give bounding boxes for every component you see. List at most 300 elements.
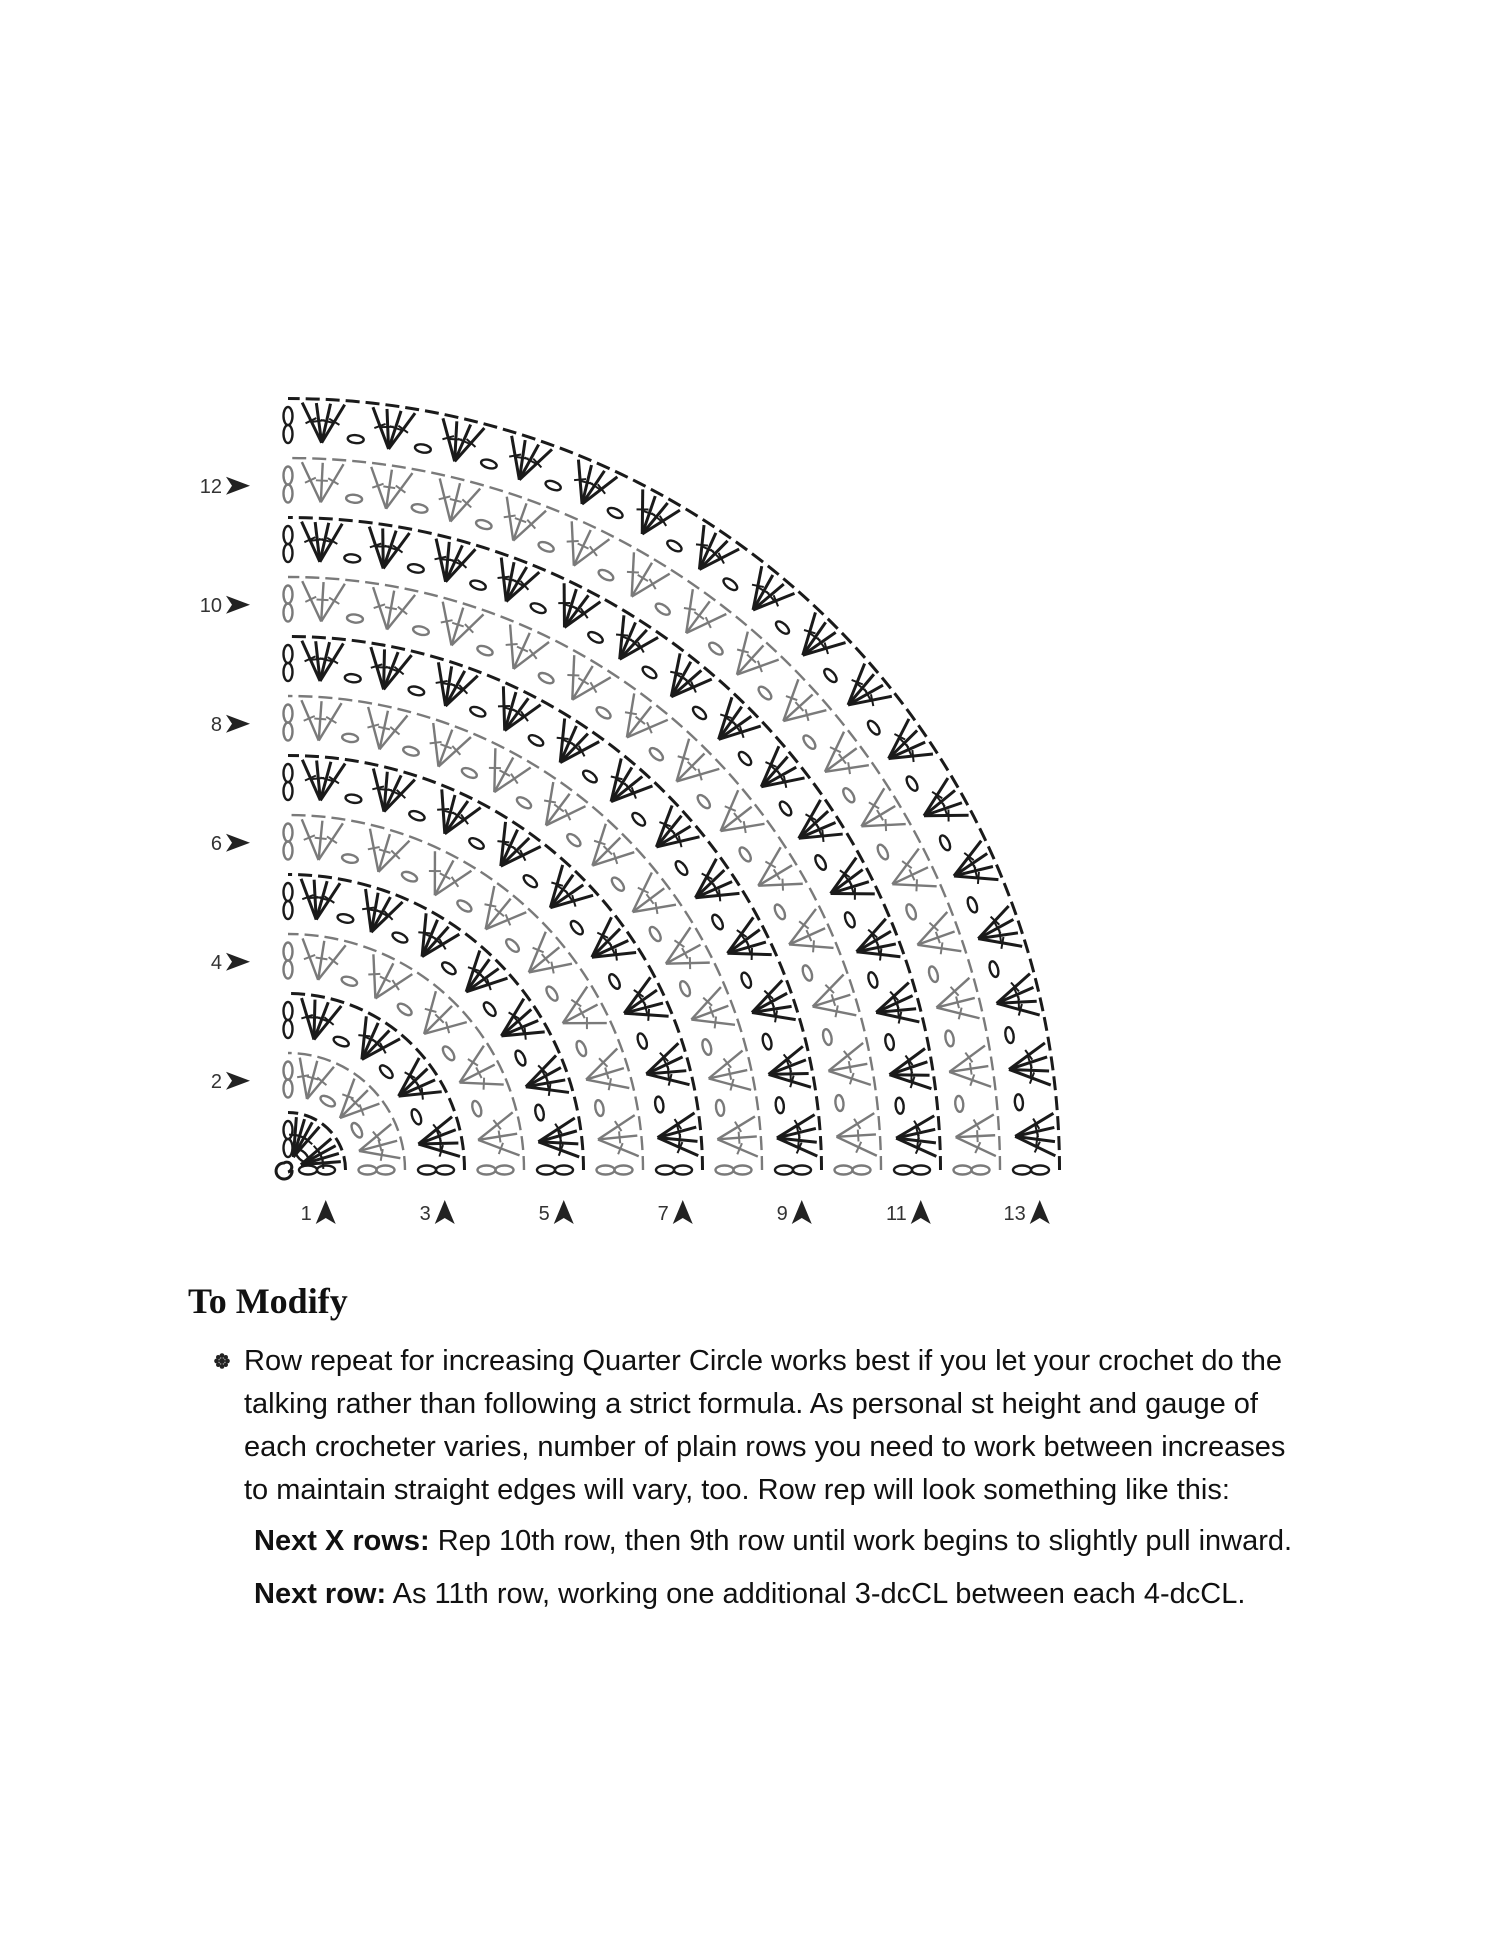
stitch-bar	[674, 940, 684, 947]
arrowhead-icon	[316, 1200, 336, 1224]
dc-stitch	[384, 649, 385, 689]
stitch-bar	[858, 1130, 859, 1142]
stitch-bar	[625, 712, 637, 714]
row-label-12	[200, 476, 250, 498]
stitch-bar	[885, 819, 886, 831]
arrowhead-icon	[1030, 1200, 1050, 1224]
step-label: Next X rows:	[254, 1525, 430, 1557]
stitch-bar	[871, 694, 873, 706]
col-label-3	[420, 1200, 455, 1225]
dc-stitch	[418, 1117, 452, 1144]
chain-stitch	[835, 1095, 845, 1112]
stitch-bar	[443, 683, 455, 685]
chain-stitch	[346, 494, 363, 504]
chain-stitch	[853, 1166, 871, 1175]
chain-stitch	[529, 601, 547, 615]
chain-stitch	[774, 619, 791, 636]
chain-stitch	[284, 782, 293, 800]
arrowhead-icon	[226, 596, 250, 614]
arrowhead-icon	[554, 1200, 574, 1224]
chain-stitch	[756, 685, 773, 702]
stitch-bar	[1001, 937, 1003, 949]
row-number: 10	[200, 594, 222, 617]
chain-stitch	[480, 458, 498, 470]
chain-stitch	[414, 443, 431, 454]
stitch-bar	[737, 650, 749, 653]
row-number: 4	[210, 951, 222, 974]
dc-stitch	[373, 954, 375, 998]
stitch-bar	[511, 774, 518, 784]
dc-stitch	[1009, 1043, 1045, 1069]
chain-stitch	[739, 971, 753, 989]
chain-stitch	[284, 723, 293, 741]
dc-stitch	[769, 1046, 803, 1074]
chain-stitch	[841, 786, 857, 804]
row-number: 12	[200, 475, 222, 498]
stitch-bar	[813, 940, 814, 952]
chain-stitch	[317, 1166, 335, 1175]
dc-stitch	[936, 1008, 979, 1019]
chain-stitch	[866, 719, 882, 737]
chain-stitch	[607, 973, 622, 991]
dc-stitch	[538, 1142, 578, 1144]
chain-stitch	[904, 775, 919, 793]
col-label-7	[658, 1200, 693, 1225]
dc-stitch	[494, 748, 495, 792]
stitch-bar	[368, 974, 380, 975]
dc-stitch	[538, 1118, 574, 1142]
chain-stitch	[610, 875, 627, 892]
chain-stitch	[927, 965, 939, 983]
chain-stitch	[319, 1094, 337, 1109]
stitch-bar	[517, 457, 529, 459]
chain-stitch	[476, 644, 494, 657]
stitch-bar	[327, 837, 337, 844]
chain-stitch	[988, 960, 1000, 978]
chain-stitch	[284, 467, 293, 485]
stitch-bar	[912, 750, 913, 762]
dc-stitch	[359, 1151, 400, 1158]
magic-ring-icon	[276, 1162, 292, 1179]
dc-stitch	[321, 584, 345, 622]
chain-stitch	[408, 685, 426, 697]
chain-stitch	[284, 961, 293, 979]
stitch-bar	[383, 486, 395, 488]
chain-stitch	[775, 1166, 793, 1175]
chain-stitch	[456, 898, 474, 914]
dc-stitch	[314, 1006, 341, 1040]
chain-stitch	[418, 1166, 436, 1175]
stitch-bar	[739, 1132, 740, 1144]
bullet-item	[214, 1340, 1348, 1512]
chain-stitch	[469, 579, 487, 592]
chain-stitch	[534, 1104, 545, 1121]
chain-stitch	[695, 793, 712, 810]
chain-stitch	[555, 1166, 573, 1175]
col-label-9	[777, 1200, 812, 1225]
stitch-bar	[309, 897, 321, 898]
chain-stitch	[284, 604, 293, 622]
chain-stitch	[284, 1020, 293, 1038]
stitch-bar	[368, 847, 380, 849]
dc-stitch	[316, 883, 340, 919]
dc-stitch	[758, 884, 803, 886]
stitch-bar	[509, 455, 521, 457]
dc-stitch	[503, 686, 504, 730]
chain-stitch	[793, 1166, 811, 1175]
chain-stitch	[299, 1166, 317, 1175]
stitch-bar	[378, 727, 390, 730]
step-label: Next row:	[254, 1578, 387, 1610]
dc-stitch	[443, 602, 452, 646]
dc-stitch	[321, 582, 323, 621]
arrowhead-icon	[911, 1200, 931, 1224]
stitch-bar	[316, 957, 328, 959]
chain-stitch	[1014, 1094, 1023, 1111]
chain-stitch	[775, 1097, 785, 1114]
chain-stitch	[594, 1099, 605, 1116]
stitch-bar	[956, 996, 959, 1008]
stitch-bar	[590, 546, 597, 556]
dc-stitch	[460, 1083, 504, 1085]
chain-stitch	[544, 479, 562, 492]
chain-stitch	[654, 1096, 665, 1113]
stitch-bar	[567, 541, 579, 542]
chart-rounds	[276, 399, 1059, 1179]
stitch-bar	[506, 644, 518, 645]
chain-stitch	[565, 832, 582, 849]
step-next-x-rows	[254, 1520, 1294, 1563]
chain-stitch	[344, 673, 361, 683]
chain-stitch	[345, 793, 362, 804]
stitch-bar	[615, 1121, 622, 1131]
stitch-bar	[452, 877, 459, 887]
chain-stitch	[407, 563, 424, 574]
chain-stitch	[460, 766, 478, 780]
chain-stitch	[340, 975, 358, 988]
stitch-bar	[916, 879, 917, 891]
chain-stitch	[843, 911, 857, 929]
stitch-bar	[880, 949, 881, 961]
chain-stitch	[408, 809, 426, 822]
chain-stitch	[737, 750, 754, 767]
chain-stitch	[522, 873, 539, 889]
stitch-bar	[729, 1068, 732, 1080]
row-label-8	[211, 714, 250, 736]
stitch-bar	[744, 821, 746, 833]
stitch-bar	[418, 932, 430, 933]
dc-stitch	[709, 1078, 751, 1089]
stitch-bar	[715, 1016, 716, 1028]
dc-stitch	[442, 789, 445, 833]
step-next-row	[254, 1573, 1294, 1616]
dc-stitch	[383, 533, 409, 569]
row-number: 2	[210, 1070, 222, 1093]
chain-stitch	[615, 1166, 633, 1175]
chain-stitch	[648, 746, 665, 763]
chain-stitch	[284, 1080, 293, 1098]
crochet-chart	[200, 160, 1330, 1240]
chain-stitch	[801, 733, 817, 750]
chain-stitch	[904, 903, 918, 921]
stitch-bar	[684, 608, 696, 610]
round-13	[284, 399, 1060, 1175]
chain-stitch	[597, 568, 615, 583]
dc-stitch	[632, 552, 634, 596]
row-label-4	[211, 952, 250, 974]
modify-section	[188, 1280, 1348, 1616]
section-heading: To Modify	[188, 1281, 348, 1321]
chain-stitch	[284, 526, 293, 544]
row-label-6	[211, 833, 250, 855]
chain-stitch	[344, 554, 361, 564]
dc-stitch	[727, 953, 771, 954]
chain-stitch	[391, 930, 409, 944]
chain-stitch	[876, 843, 891, 861]
chain-stitch	[401, 870, 419, 884]
chain-stitch	[378, 1063, 395, 1080]
stitch-bar	[970, 1063, 972, 1075]
chain-stitch	[884, 1033, 895, 1050]
dc-stitch	[399, 1069, 428, 1097]
col-label-1	[301, 1200, 336, 1225]
chain-stitch	[537, 1166, 555, 1175]
dc-stitch	[300, 1058, 307, 1099]
dc-stitch	[876, 983, 909, 1013]
dc-stitch	[624, 1013, 668, 1016]
stitch-bar	[965, 1053, 972, 1063]
chain-stitch	[595, 705, 613, 721]
stitch-bar	[362, 908, 374, 910]
chain-stitch	[284, 663, 293, 681]
chain-stitch	[411, 503, 428, 514]
chain-stitch	[469, 705, 487, 719]
chain-stitch	[597, 1166, 615, 1175]
stitch-bar	[439, 496, 451, 499]
chain-stitch	[471, 1100, 484, 1118]
chain-arc	[288, 458, 1000, 1170]
row-number: 13	[1003, 1203, 1026, 1225]
col-label-5	[539, 1200, 574, 1225]
chain-stitch	[954, 1096, 964, 1113]
chain-stitch	[284, 883, 293, 901]
row-number: 6	[210, 832, 222, 855]
stitch-bar	[719, 889, 720, 901]
dc-stitch	[836, 1113, 874, 1137]
stitch-bar	[311, 539, 323, 540]
chain-stitch	[822, 667, 839, 684]
chain-stitch	[581, 768, 599, 784]
chain-stitch	[778, 800, 794, 818]
dc-stitch	[572, 655, 574, 700]
chain-stitch	[894, 1166, 912, 1175]
dc-stitch	[1009, 1069, 1049, 1071]
chain-stitch	[813, 854, 828, 872]
chain-stitch	[944, 1030, 955, 1047]
stitch-bar	[385, 607, 397, 609]
chain-stitch	[284, 485, 293, 503]
chain-stitch	[284, 645, 293, 663]
stitch-bar	[977, 1130, 978, 1142]
chain-stitch	[475, 518, 493, 530]
stitch-bar	[422, 1088, 423, 1100]
dc-stitch	[956, 1114, 994, 1137]
dc-stitch	[572, 521, 574, 565]
dc-stitch	[691, 1020, 735, 1025]
stitch-bar	[396, 486, 406, 493]
stitch-bar	[752, 585, 764, 587]
chain-stitch	[284, 1121, 293, 1139]
stitch-bar	[839, 754, 846, 764]
stitch-bar	[696, 544, 708, 545]
chain-stitch	[641, 665, 659, 681]
dc-stitch	[997, 974, 1030, 1004]
chain-stitch	[1031, 1166, 1049, 1175]
dc-stitch	[368, 707, 379, 749]
dc-stitch	[890, 1075, 930, 1076]
chain-stitch	[537, 671, 555, 686]
stitch-bar	[571, 1000, 581, 1007]
dc-stitch	[861, 824, 905, 826]
stitch-bar	[616, 949, 617, 961]
stitch-bar	[574, 479, 586, 480]
dc-stitch	[813, 1007, 857, 1016]
chain-stitch	[691, 705, 708, 722]
stitch-bar	[437, 809, 449, 810]
chain-stitch	[284, 901, 293, 919]
stitch-bar	[679, 836, 682, 848]
stitch-bar	[497, 841, 509, 842]
arrowhead-icon	[226, 1072, 250, 1090]
chain-stitch	[654, 601, 672, 617]
stitch-bar	[616, 634, 628, 635]
chain-stitch	[678, 980, 692, 998]
arrowhead-icon	[673, 1200, 693, 1224]
stitch-bar	[505, 579, 517, 581]
stitch-bar	[369, 909, 381, 911]
stitch-bar	[436, 681, 448, 683]
stitch-bar	[902, 861, 912, 868]
chain-stitch	[284, 705, 293, 723]
stitch-bar	[848, 762, 850, 774]
dc-stitch	[666, 963, 710, 964]
chain-stitch	[537, 540, 555, 554]
row-label-10	[200, 595, 250, 617]
chain-stitch	[972, 1166, 990, 1175]
stitch-bar	[619, 1131, 620, 1143]
chain-stitch	[674, 1166, 692, 1175]
dc-stitch	[507, 497, 513, 541]
stitch-bar	[316, 480, 328, 481]
chain-stitch	[347, 434, 364, 443]
dc-stitch	[321, 464, 344, 502]
step-text: Rep 10th row, then 9th row until work begins to slightly pull inward.	[429, 1525, 1293, 1557]
chain-stitch	[468, 836, 486, 851]
stitch-bar	[655, 902, 657, 914]
chain-stitch	[377, 1166, 395, 1175]
stitch-bar	[941, 942, 943, 954]
arrowhead-icon	[226, 953, 250, 971]
chain-stitch	[606, 506, 624, 520]
modify-paragraph: Row repeat for increasing Quarter Circle works best if you let your crochet do the talking rather than following a strict formula. As personal st height and gauge of each crocheter varies, number of plain rows you need to work between increases to maintain straight edges will vary, too. Row rep will look something like this:	[244, 1345, 1286, 1506]
chain-stitch	[938, 834, 952, 852]
chain-stitch	[513, 1049, 527, 1067]
stitch-bar	[557, 738, 569, 739]
chain-stitch	[575, 1040, 589, 1058]
chain-stitch	[867, 971, 880, 989]
step-text: As 11th row, working one additional 3-dcCL between each 4-dcCL.	[386, 1578, 1246, 1610]
chain-stitch	[342, 733, 359, 743]
chain-stitch	[773, 903, 788, 921]
chain-stitch	[801, 964, 814, 982]
stitch-bar	[392, 980, 399, 990]
stitch-bar	[525, 1028, 526, 1040]
chain-stitch	[587, 630, 605, 645]
chain-stitch	[349, 1121, 364, 1139]
stitch-bar	[784, 776, 786, 788]
stitch-bar	[959, 1008, 962, 1020]
stitch-bar	[498, 577, 510, 578]
arrowhead-icon	[226, 834, 250, 852]
chain-stitch	[284, 1139, 293, 1157]
row-label-2	[211, 1071, 250, 1093]
chain-stitch	[895, 1097, 905, 1114]
chain-stitch	[966, 896, 979, 914]
dc-stitch	[892, 884, 936, 886]
stitch-bar	[978, 872, 979, 884]
row-number: 7	[657, 1203, 669, 1225]
chain-stitch	[835, 1166, 853, 1175]
stitch-bar	[551, 962, 553, 974]
stitch-bar	[442, 559, 454, 560]
dc-stitch	[646, 1043, 678, 1074]
chain-stitch	[734, 1166, 752, 1175]
chain-stitch	[722, 576, 740, 592]
dc-stitch	[433, 723, 438, 767]
stitch-bar	[806, 709, 809, 721]
stitch-bar	[314, 718, 326, 719]
chain-stitch	[441, 1045, 457, 1063]
stitch-bar	[312, 658, 324, 659]
chain-stitch	[347, 614, 364, 624]
chain-stitch	[630, 811, 647, 828]
chain-stitch	[656, 1166, 674, 1175]
chain-stitch	[1004, 1027, 1015, 1044]
stitch-bar	[315, 838, 327, 839]
chain-stitch	[359, 1166, 377, 1175]
row-number: 1	[300, 1203, 312, 1225]
stitch-bar	[499, 1131, 501, 1143]
chain-stitch	[515, 795, 533, 810]
arrowhead-icon	[226, 715, 250, 733]
chain-stitch	[284, 824, 293, 842]
arrowhead-icon	[226, 477, 250, 495]
chart-labels	[200, 476, 1050, 1225]
stitch-bar	[567, 675, 579, 676]
stitch-bar	[441, 620, 453, 622]
chain-stitch	[402, 745, 420, 757]
chain-stitch	[284, 1002, 293, 1020]
dc-stitch	[455, 421, 457, 461]
dc-stitch	[890, 1048, 926, 1074]
dc-stitch	[389, 413, 415, 449]
chain-stitch	[761, 1033, 773, 1051]
chain-stitch	[544, 985, 560, 1003]
chain-stitch	[716, 1166, 734, 1175]
chain-stitch	[954, 1166, 972, 1175]
arrowhead-icon	[792, 1200, 812, 1224]
dc-stitch	[578, 460, 582, 504]
